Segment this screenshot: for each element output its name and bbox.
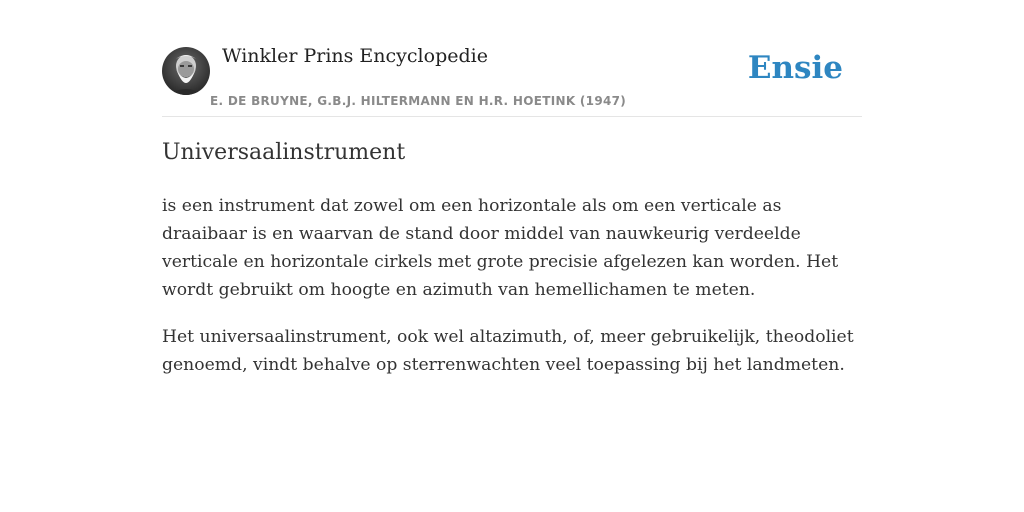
entry-paragraph: is een instrument dat zowel om een horizontale als om een verticale as draaibaar is en waarvan de stand door middel van nauwkeurig verdeelde verticale en horizontale cirkels met grote precisie afgelezen kan worden. Het wordt gebruikt om hoogte en azimuth van hemellichamen te meten.: [162, 196, 839, 300]
ensie-logo-link[interactable]: Ensie: [747, 50, 843, 86]
entry-paragraph: Het universaalinstrument, ook wel altazimuth, of, meer gebruikelijk, theodoliet genoemd, vindt behalve op sterrenwachten veel toepassing bij het landmeten.: [162, 327, 854, 375]
source-header: [162, 0, 862, 117]
source-title: Winkler Prins Encyclopedie: [222, 45, 488, 67]
article-page: [162, 0, 862, 375]
author-portrait-icon: [162, 47, 210, 95]
entry-title: Universaalinstrument: [162, 140, 406, 165]
source-authors: E. DE BRUYNE, G.B.J. HILTERMANN EN H.R. HOETINK (1947): [210, 94, 627, 108]
